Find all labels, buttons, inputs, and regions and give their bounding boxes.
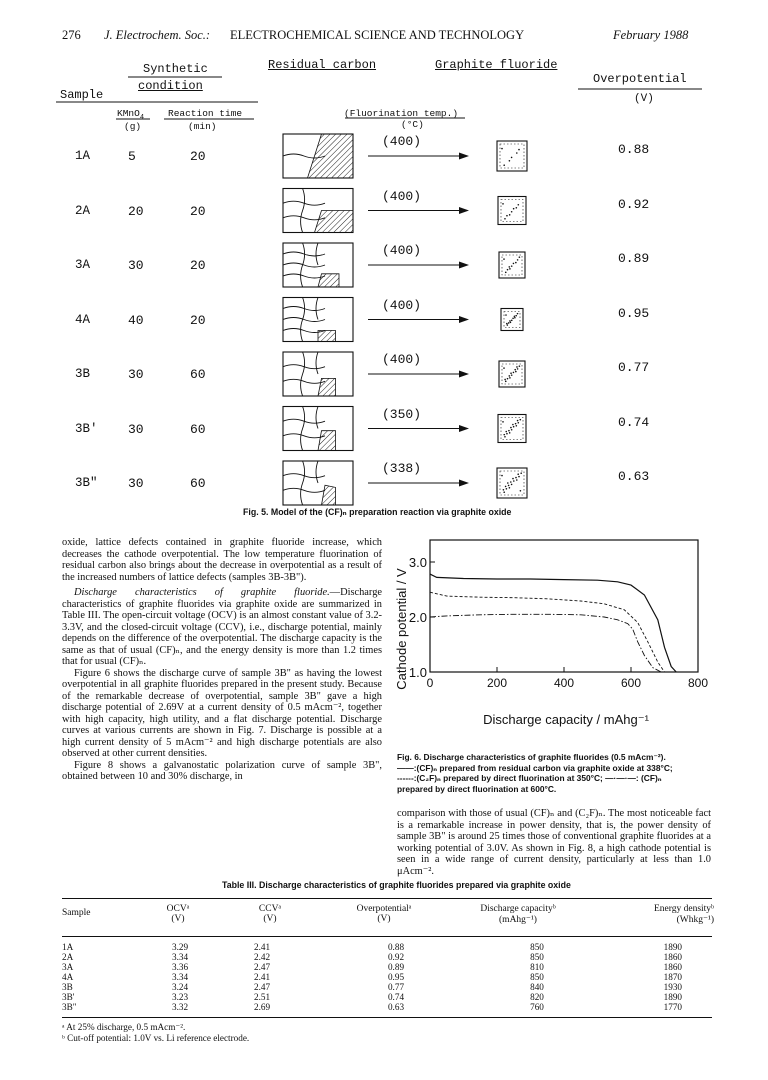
fig6-caption-line-1: Fig. 6. Discharge characteristics of graphite fluorides (0.5 mAcm⁻²). bbox=[397, 752, 666, 762]
fig6-xlabel: Discharge capacity / mAhg⁻¹ bbox=[483, 712, 649, 727]
lattice-defect-dot bbox=[512, 478, 514, 480]
lattice-defect-dot bbox=[520, 472, 522, 474]
lattice-defect-dot bbox=[511, 374, 513, 376]
lattice-line bbox=[316, 461, 318, 483]
table3-cell: 0.77 bbox=[387, 982, 405, 992]
lattice-defect-dot bbox=[516, 479, 518, 481]
graphite-fluoride-inner bbox=[501, 200, 523, 222]
lattice-defect-dot bbox=[508, 485, 510, 487]
figure-5 bbox=[0, 0, 768, 520]
lattice-defect-dot bbox=[505, 431, 507, 433]
lattice-line bbox=[283, 263, 325, 267]
fig6-caption-line-4: prepared by direct fluorination at 600°C. bbox=[397, 783, 557, 794]
lattice-defect-dot bbox=[519, 365, 521, 367]
fig6-xtick-label: 200 bbox=[486, 676, 508, 690]
lattice-defect-dot bbox=[501, 475, 503, 477]
fig6-axes bbox=[430, 540, 698, 672]
table3-row bbox=[62, 1002, 712, 1012]
fig5-col-overpotential: Overpotential bbox=[593, 72, 687, 86]
issue-date: February 1988 bbox=[613, 28, 689, 42]
fig5-sample-label: 3B' bbox=[75, 421, 98, 436]
lattice-defect-dot bbox=[519, 256, 521, 258]
fig6-series-dashed bbox=[430, 592, 665, 672]
lattice-defect-dot bbox=[513, 426, 515, 428]
lattice-defect-dot bbox=[503, 367, 505, 369]
table3-cell: 3.29 bbox=[172, 942, 189, 952]
fig5-col-kmno4-unit: (g) bbox=[124, 121, 142, 132]
lattice-defect-dot bbox=[515, 423, 517, 425]
lattice-defect-dot bbox=[506, 488, 508, 490]
lattice-defect-dot bbox=[507, 324, 509, 326]
fig5-overpotential-value: 0.92 bbox=[618, 196, 650, 212]
lattice-defect-dot bbox=[503, 491, 505, 493]
lattice-defect-dot bbox=[502, 421, 504, 423]
fig5-sample-label: 3B" bbox=[75, 476, 98, 490]
fig5-sample-label: 4A bbox=[75, 312, 91, 327]
lattice-defect-dot bbox=[505, 486, 507, 488]
fig5-time-value: 20 bbox=[190, 203, 206, 219]
table3-cell: 2.69 bbox=[254, 1002, 271, 1012]
graphite-fluoride-inner bbox=[502, 255, 522, 275]
lattice-defect-dot bbox=[509, 214, 511, 216]
lattice-line bbox=[283, 434, 325, 438]
fig5-col-overpotential-unit: (V) bbox=[634, 93, 654, 105]
lattice-defect-dot bbox=[509, 160, 511, 162]
table3-footnotes bbox=[62, 1022, 249, 1044]
table3-col-sample: Sample bbox=[62, 908, 91, 918]
lattice-defect-dot bbox=[515, 371, 517, 373]
table3-row bbox=[62, 992, 712, 1002]
graphite-fluoride-block bbox=[497, 141, 527, 171]
table3-row bbox=[62, 952, 712, 962]
lattice-defect-dot bbox=[503, 164, 505, 166]
right-paragraph-1: comparison with those of usual (CF)ₙ and (C₂F)ₙ. The most noticeable fact is a remarkable increase in power density, that is, the power density of sample 3B" is around 25 times those of conventional graphite fluorides at a working potential of 3.0V. As shown in Fig. 8, a high cathode potential is seen in a wide range of current density, particularly at less than 1.0 μAcm⁻². bbox=[397, 808, 711, 877]
lattice-defect-dot bbox=[503, 489, 505, 491]
lattice-defect-dot bbox=[509, 432, 511, 434]
table3-cell: 3.32 bbox=[172, 1002, 189, 1012]
graphite-fluoride-block bbox=[497, 468, 527, 498]
fig5-col-kmno4: KMnO$_4$ bbox=[117, 108, 145, 122]
lattice-line bbox=[301, 407, 305, 451]
table3-cell: 1860 bbox=[663, 952, 682, 962]
lattice-defect-dot bbox=[506, 433, 508, 435]
lattice-defect-dot bbox=[510, 481, 512, 483]
fig6-caption-line-2: ——:(CF)ₙ prepared from residual carbon via graphite oxide at 338°C; bbox=[397, 762, 673, 773]
table3-cell: 2.41 bbox=[254, 972, 271, 982]
table3-footnote-a: ᵃ At 25% discharge, 0.5 mAcm⁻². bbox=[62, 1022, 186, 1032]
table3-col-energy: Energy densityᵇ (Whkg⁻¹) bbox=[653, 904, 714, 925]
fig5-sample-label: 3A bbox=[75, 258, 91, 272]
table3-cell: 2.47 bbox=[254, 962, 271, 972]
left-paragraph-3: Figure 6 shows the discharge curve of sample 3B" as having the lowest overpotential in all graphite fluorides prepared in the present study. Because of the remarkable decrease of overpotential, sample 3B" gave a high discharge potential of 2.69V at a current density of 0.5 mAcm⁻², together with high capacity, high utility, and a flat discharge potential. Discharge curves at various currents are shown in Fig. 7. Discharge is possible at a high current density of 5 mAcm⁻² and high discharge potentials are also observed at other current densities. bbox=[62, 667, 382, 759]
fig5-kmno4-value: 20 bbox=[128, 203, 144, 219]
fig5-overpotential-value: 0.89 bbox=[618, 251, 650, 266]
fig5-time-value: 60 bbox=[190, 476, 206, 491]
fig5-fluorination-temp: (338) bbox=[382, 461, 422, 476]
lattice-defect-dot bbox=[503, 258, 505, 260]
fig5-overpotential-value: 0.77 bbox=[618, 360, 650, 375]
table3-cell: 1890 bbox=[663, 992, 682, 1002]
graphite-fluoride-block bbox=[499, 361, 525, 387]
lattice-defect-dot bbox=[505, 314, 507, 316]
lattice-defect-dot bbox=[511, 211, 513, 213]
lattice-defect-dot bbox=[512, 318, 514, 320]
fig5-kmno4-value: 30 bbox=[128, 258, 144, 273]
lattice-defect-dot bbox=[509, 320, 511, 322]
arrow-head bbox=[459, 153, 469, 160]
lattice-defect-dot bbox=[511, 429, 513, 431]
lattice-defect-dot bbox=[504, 218, 506, 220]
fig5-fluorination-temp: (400) bbox=[382, 134, 422, 149]
table3-cell: 850 bbox=[530, 972, 544, 982]
table3-cell: 4A bbox=[62, 972, 74, 982]
table3-row bbox=[62, 942, 712, 952]
lattice-defect-dot bbox=[504, 436, 506, 438]
residual-carbon-hatch bbox=[315, 211, 354, 233]
lattice-defect-dot bbox=[511, 320, 513, 322]
fig5-header-rules bbox=[56, 77, 702, 119]
table3-cell: 1870 bbox=[663, 972, 682, 982]
lattice-line bbox=[283, 307, 325, 311]
lattice-defect-dot bbox=[515, 262, 517, 264]
residual-carbon-hatch bbox=[318, 378, 336, 396]
fig6-xtick-label: 400 bbox=[553, 676, 575, 690]
fig5-overpotential-value: 0.63 bbox=[618, 469, 650, 484]
table3-cell: 3.36 bbox=[172, 962, 189, 972]
fig5-kmno4-value: 40 bbox=[128, 312, 144, 328]
lattice-defect-dot bbox=[507, 482, 509, 484]
table3-header-rule bbox=[62, 936, 712, 937]
fig6-caption bbox=[397, 752, 717, 794]
table3-cell: 1860 bbox=[663, 962, 682, 972]
arrow-head bbox=[459, 480, 469, 487]
lattice-defect-dot bbox=[509, 487, 511, 489]
table3-cell: 3B' bbox=[62, 992, 75, 1002]
arrow-head bbox=[459, 425, 469, 432]
arrow-head bbox=[459, 316, 469, 323]
left-column bbox=[62, 537, 382, 783]
graphite-fluoride-inner bbox=[502, 364, 522, 384]
section-title: ELECTROCHEMICAL SCIENCE AND TECHNOLOGY bbox=[230, 28, 525, 42]
table3-cell: 0.95 bbox=[387, 972, 405, 982]
fig5-kmno4-value: 30 bbox=[128, 476, 144, 491]
fig5-col-time: Reaction time bbox=[168, 108, 243, 119]
table3-cell: 0.88 bbox=[387, 942, 405, 952]
fig6-xtick-label: 0 bbox=[426, 676, 434, 690]
fig5-time-value: 20 bbox=[190, 149, 206, 164]
left-paragraph-2: Discharge characteristics of graphite fluoride.—Discharge characteristics of graphite fluorides via graphite oxide are summarized in Table III. The open-circuit voltage (OCV) is an almost constant value of 3.2-3.3V, and the closed-circuit voltage (CCV), i.e., discharge potential, mainly depends on the difference of the overpotential. The discharge capacity is the same as that of usual (CF)ₙ, and the energy density is more than 1.2 times that for usual (CF)ₙ. bbox=[62, 587, 382, 667]
lattice-line bbox=[316, 243, 318, 265]
table3-col-ccv: CCVᵃ (V) bbox=[258, 904, 282, 924]
residual-carbon-hatch bbox=[318, 274, 339, 287]
table3-cell: 1A bbox=[62, 942, 74, 952]
table3-cell: 0.89 bbox=[387, 962, 405, 972]
graphite-fluoride-block bbox=[499, 252, 525, 278]
lattice-defect-dot bbox=[516, 207, 518, 209]
lattice-defect-dot bbox=[502, 203, 504, 205]
lattice-defect-dot bbox=[512, 424, 514, 426]
fig6-ytick-label: 3.0 bbox=[408, 555, 427, 570]
lattice-defect-dot bbox=[507, 269, 509, 271]
lattice-defect-dot bbox=[507, 378, 509, 380]
table3-cell: 3A bbox=[62, 962, 74, 972]
table3-cell: 850 bbox=[530, 952, 544, 962]
fig5-fluorination-temp: (400) bbox=[382, 188, 422, 204]
lattice-defect-dot bbox=[508, 375, 510, 377]
lattice-defect-dot bbox=[516, 152, 518, 154]
table3-row bbox=[62, 972, 712, 982]
lattice-line bbox=[316, 352, 318, 374]
graphite-fluoride-block bbox=[498, 415, 526, 443]
lattice-defect-dot bbox=[520, 490, 522, 492]
fig5-fluorination-temp: (400) bbox=[382, 352, 422, 367]
lattice-defect-dot bbox=[518, 149, 520, 151]
page-number: 276 bbox=[62, 28, 81, 42]
table3-cell: 820 bbox=[530, 992, 544, 1002]
lattice-defect-dot bbox=[511, 157, 513, 159]
fig6-caption-line-3: ------:(C₂F)ₙ prepared by direct fluorination at 350°C; —·—·—: (CF)ₙ bbox=[397, 773, 662, 783]
fig5-col-time-unit: (min) bbox=[188, 121, 217, 132]
fig5-overpotential-value: 0.95 bbox=[618, 305, 650, 321]
lattice-defect-dot bbox=[518, 422, 520, 424]
lattice-defect-dot bbox=[508, 430, 510, 432]
fig5-sample-label: 1A bbox=[75, 149, 91, 163]
lattice-defect-dot bbox=[510, 427, 512, 429]
lattice-line bbox=[316, 407, 318, 429]
lattice-line bbox=[283, 318, 325, 322]
lattice-defect-dot bbox=[508, 322, 510, 324]
fig6-xtick-label: 800 bbox=[687, 676, 709, 690]
residual-carbon-hatch bbox=[322, 485, 336, 505]
table3-cell: 0.74 bbox=[387, 992, 405, 1002]
lattice-defect-dot bbox=[513, 372, 515, 374]
lattice-defect-dot bbox=[510, 372, 512, 374]
lattice-defect-dot bbox=[514, 369, 516, 371]
table3-cell: 3.23 bbox=[172, 992, 189, 1002]
journal-name: J. Electrochem. Soc.: bbox=[104, 28, 211, 42]
table3-col-capacity: Discharge capacityᵇ (mAhg⁻¹) bbox=[480, 904, 556, 925]
table3-cell: 3.34 bbox=[172, 952, 189, 962]
table3-col-ocv: OCVᵃ (V) bbox=[166, 904, 190, 924]
fig6-series-dashdot bbox=[430, 614, 661, 672]
lattice-defect-dot bbox=[504, 379, 506, 381]
lattice-defect-dot bbox=[519, 419, 521, 421]
lattice-defect-dot bbox=[513, 208, 515, 210]
table3-footnote-b: ᵇ Cut-off potential: 1.0V vs. Li reference electrode. bbox=[62, 1033, 250, 1043]
fig5-fluorination-temp: (400) bbox=[382, 243, 422, 258]
fig5-kmno4-value: 5 bbox=[128, 149, 136, 164]
lattice-defect-dot bbox=[510, 322, 512, 324]
lattice-defect-dot bbox=[517, 313, 519, 315]
lattice-defect-dot bbox=[503, 434, 505, 436]
lattice-defect-dot bbox=[514, 315, 516, 317]
lattice-defect-dot bbox=[514, 317, 516, 319]
lattice-line bbox=[301, 461, 305, 505]
table3-col-overpotential: Overpotentialᵃ (V) bbox=[356, 904, 412, 924]
lattice-defect-dot bbox=[517, 368, 519, 370]
table3-cell: 810 bbox=[530, 962, 544, 972]
residual-carbon-hatch bbox=[318, 431, 336, 451]
fig6-series bbox=[430, 574, 676, 672]
arrow-head bbox=[459, 371, 469, 378]
table3-cell: 840 bbox=[530, 982, 544, 992]
table3-cell: 3.34 bbox=[172, 972, 189, 982]
fig5-sample-label: 3B bbox=[75, 367, 91, 381]
fig5-time-value: 20 bbox=[190, 258, 206, 273]
table3-cell: 2.41 bbox=[254, 942, 271, 952]
fig5-sample-label: 2A bbox=[75, 203, 91, 218]
table3-cell: 3B" bbox=[62, 1002, 77, 1012]
fig5-kmno4-value: 30 bbox=[128, 367, 144, 382]
table3-cell: 1890 bbox=[663, 942, 682, 952]
lattice-defect-dot bbox=[508, 266, 510, 268]
lattice-defect-dot bbox=[505, 381, 507, 383]
table3-top-rule bbox=[62, 898, 712, 899]
table3-cell: 3.24 bbox=[172, 982, 189, 992]
lattice-defect-dot bbox=[516, 425, 518, 427]
table3-cell: 1770 bbox=[663, 1002, 682, 1012]
lattice-defect-dot bbox=[501, 148, 503, 150]
left-paragraph-4: Figure 8 shows a galvanostatic polarization curve of sample 3B", obtained between 10 and 30% discharge, in bbox=[62, 759, 382, 782]
lattice-defect-dot bbox=[506, 323, 508, 325]
table3-cell: 2.42 bbox=[254, 952, 271, 962]
fig5-col-synthetic: Synthetic bbox=[143, 62, 208, 76]
lattice-line bbox=[283, 252, 325, 256]
fig6-plot-frame bbox=[430, 540, 698, 672]
lattice-defect-dot bbox=[516, 366, 518, 368]
fig5-graphics bbox=[0, 0, 768, 520]
lattice-line bbox=[316, 298, 318, 320]
fig5-caption: Fig. 5. Model of the (CF)ₙ preparation reaction via graphite oxide bbox=[243, 507, 512, 517]
residual-carbon-hatch bbox=[308, 134, 354, 178]
fig5-overpotential-value: 0.88 bbox=[618, 142, 650, 157]
lattice-defect-dot bbox=[517, 420, 519, 422]
table3-cell: 850 bbox=[530, 942, 544, 952]
lattice-line bbox=[301, 352, 305, 396]
fig5-overpotential-value: 0.74 bbox=[618, 414, 650, 430]
lattice-defect-dot bbox=[505, 272, 507, 274]
fig6-ticks bbox=[409, 555, 708, 690]
lattice-line bbox=[283, 379, 325, 383]
graphite-fluoride-block bbox=[498, 197, 526, 225]
fig6-series-solid bbox=[430, 574, 676, 672]
table3-cell: 760 bbox=[530, 1002, 544, 1012]
lattice-defect-dot bbox=[506, 215, 508, 217]
table3-cell: 1930 bbox=[663, 982, 682, 992]
lattice-defect-dot bbox=[517, 259, 519, 261]
left-paragraph-1: oxide, lattice defects contained in graphite fluoride increase, which decreases the cathode overpotential. The low temperature fluorination of residual carbon also brings about the decrease in overpotential as a result of the increased numbers of lattice defects (samples 3B-3B"). bbox=[62, 537, 382, 583]
fig6-xtick-label: 600 bbox=[620, 676, 642, 690]
table3-title: Table III. Discharge characteristics of graphite fluorides prepared via graphite oxide bbox=[222, 880, 571, 890]
lattice-defect-dot bbox=[511, 484, 513, 486]
table3-row bbox=[62, 962, 712, 972]
table3-cell: 2.51 bbox=[254, 992, 271, 1002]
right-column bbox=[397, 808, 711, 877]
table3-cell: 3B bbox=[62, 982, 73, 992]
figure-6-chart bbox=[386, 532, 712, 732]
graphite-fluoride-inner bbox=[500, 144, 524, 168]
table3-bottom-rule bbox=[62, 1017, 712, 1018]
fig5-col-graphite: Graphite fluoride bbox=[435, 58, 558, 72]
lattice-defect-dot bbox=[515, 315, 517, 317]
fig5-col-condition: condition bbox=[138, 79, 203, 93]
lattice-line bbox=[283, 488, 325, 492]
arrow-head bbox=[459, 207, 469, 214]
graphite-fluoride-inner bbox=[501, 418, 523, 440]
lattice-line bbox=[301, 189, 305, 233]
fig6-ylabel: Cathode potential / V bbox=[394, 568, 409, 690]
lattice-defect-dot bbox=[509, 377, 511, 379]
fig6-ytick-label: 1.0 bbox=[408, 665, 427, 680]
lattice-defect-dot bbox=[511, 265, 513, 267]
fig5-time-value: 60 bbox=[190, 367, 206, 382]
lattice-defect-dot bbox=[513, 263, 515, 265]
table3-row bbox=[62, 982, 712, 992]
fig5-kmno4-value: 30 bbox=[128, 421, 144, 437]
fig5-time-value: 20 bbox=[190, 312, 206, 328]
table3-cell: 2A bbox=[62, 952, 74, 962]
lattice-defect-dot bbox=[517, 473, 519, 475]
fig5-col-residual: Residual carbon bbox=[268, 58, 377, 72]
table3-cell: 0.92 bbox=[387, 952, 405, 962]
lattice-line bbox=[283, 216, 325, 220]
lattice-line bbox=[283, 274, 325, 278]
table3-cell: 0.63 bbox=[387, 1002, 405, 1012]
fig5-col-fluorination: (Fluorination temp.) bbox=[344, 108, 459, 119]
lattice-defect-dot bbox=[509, 268, 511, 270]
fig5-col-sample: Sample bbox=[60, 88, 104, 102]
table3-body bbox=[62, 942, 712, 1012]
fig5-col-fluorination-unit: (°C) bbox=[401, 119, 424, 130]
fig5-time-value: 60 bbox=[190, 421, 206, 437]
table3-cell: 2.47 bbox=[254, 982, 271, 992]
arrow-head bbox=[459, 262, 469, 269]
lattice-defect-dot bbox=[518, 476, 520, 478]
fig5-fluorination-temp: (350) bbox=[382, 406, 422, 422]
fig6-ytick-label: 2.0 bbox=[408, 610, 427, 625]
lattice-defect-dot bbox=[515, 477, 517, 479]
lattice-defect-dot bbox=[518, 204, 520, 206]
fig5-fluorination-temp: (400) bbox=[382, 297, 422, 313]
lattice-defect-dot bbox=[513, 480, 515, 482]
